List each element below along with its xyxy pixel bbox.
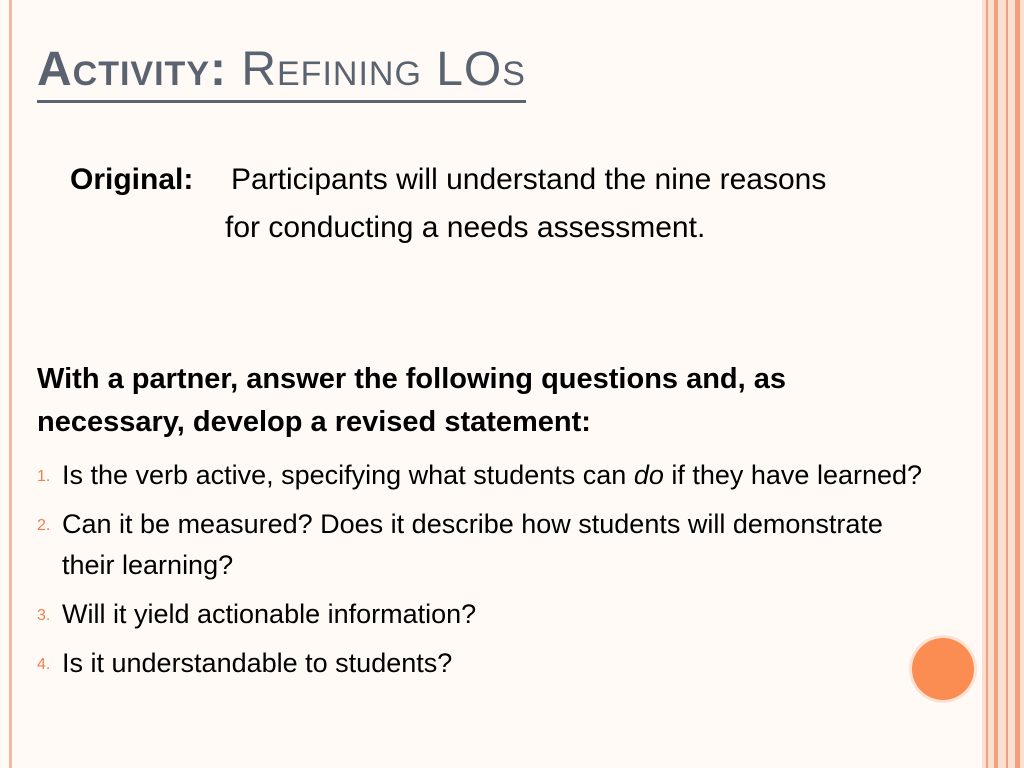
question-number: 3. bbox=[37, 607, 51, 624]
band-stripe bbox=[994, 0, 998, 768]
band-stripe bbox=[1015, 0, 1020, 768]
original-statement bbox=[70, 156, 850, 252]
left-border-rule bbox=[9, 0, 12, 768]
question-list bbox=[37, 455, 937, 692]
question-number: 1. bbox=[37, 468, 51, 485]
question-text: Will it yield actionable information? bbox=[62, 599, 477, 629]
question-number: 2. bbox=[37, 517, 51, 534]
question-text: Is it understandable to students? bbox=[62, 648, 453, 678]
original-label: Original: bbox=[70, 163, 194, 196]
question-item bbox=[37, 643, 937, 684]
original-text: Participants will understand the nine reasons for conducting a needs assessment. bbox=[225, 163, 827, 244]
decorative-orange-circle bbox=[912, 638, 974, 700]
band-stripe bbox=[1006, 0, 1008, 768]
instruction-text: With a partner, answer the following questions and, as necessary, develop a revised statement: bbox=[37, 363, 787, 438]
slide-title bbox=[37, 43, 526, 103]
question-number: 4. bbox=[37, 656, 51, 673]
question-item bbox=[37, 455, 937, 496]
question-item bbox=[37, 504, 937, 586]
band-stripe bbox=[986, 0, 988, 768]
question-text bbox=[62, 460, 922, 490]
right-decorative-band bbox=[982, 0, 1024, 768]
question-text-part: if they have learned? bbox=[663, 460, 923, 490]
question-item bbox=[37, 594, 937, 635]
question-text: Can it be measured? Does it describe how students will demonstrate their learning? bbox=[62, 509, 883, 580]
slide-title-rest: Refining LOs bbox=[227, 43, 526, 96]
slide-title-bold: Activity: bbox=[37, 43, 227, 96]
question-text-part: Is the verb active, specifying what students can bbox=[62, 460, 634, 490]
question-emphasis: do bbox=[633, 460, 664, 490]
